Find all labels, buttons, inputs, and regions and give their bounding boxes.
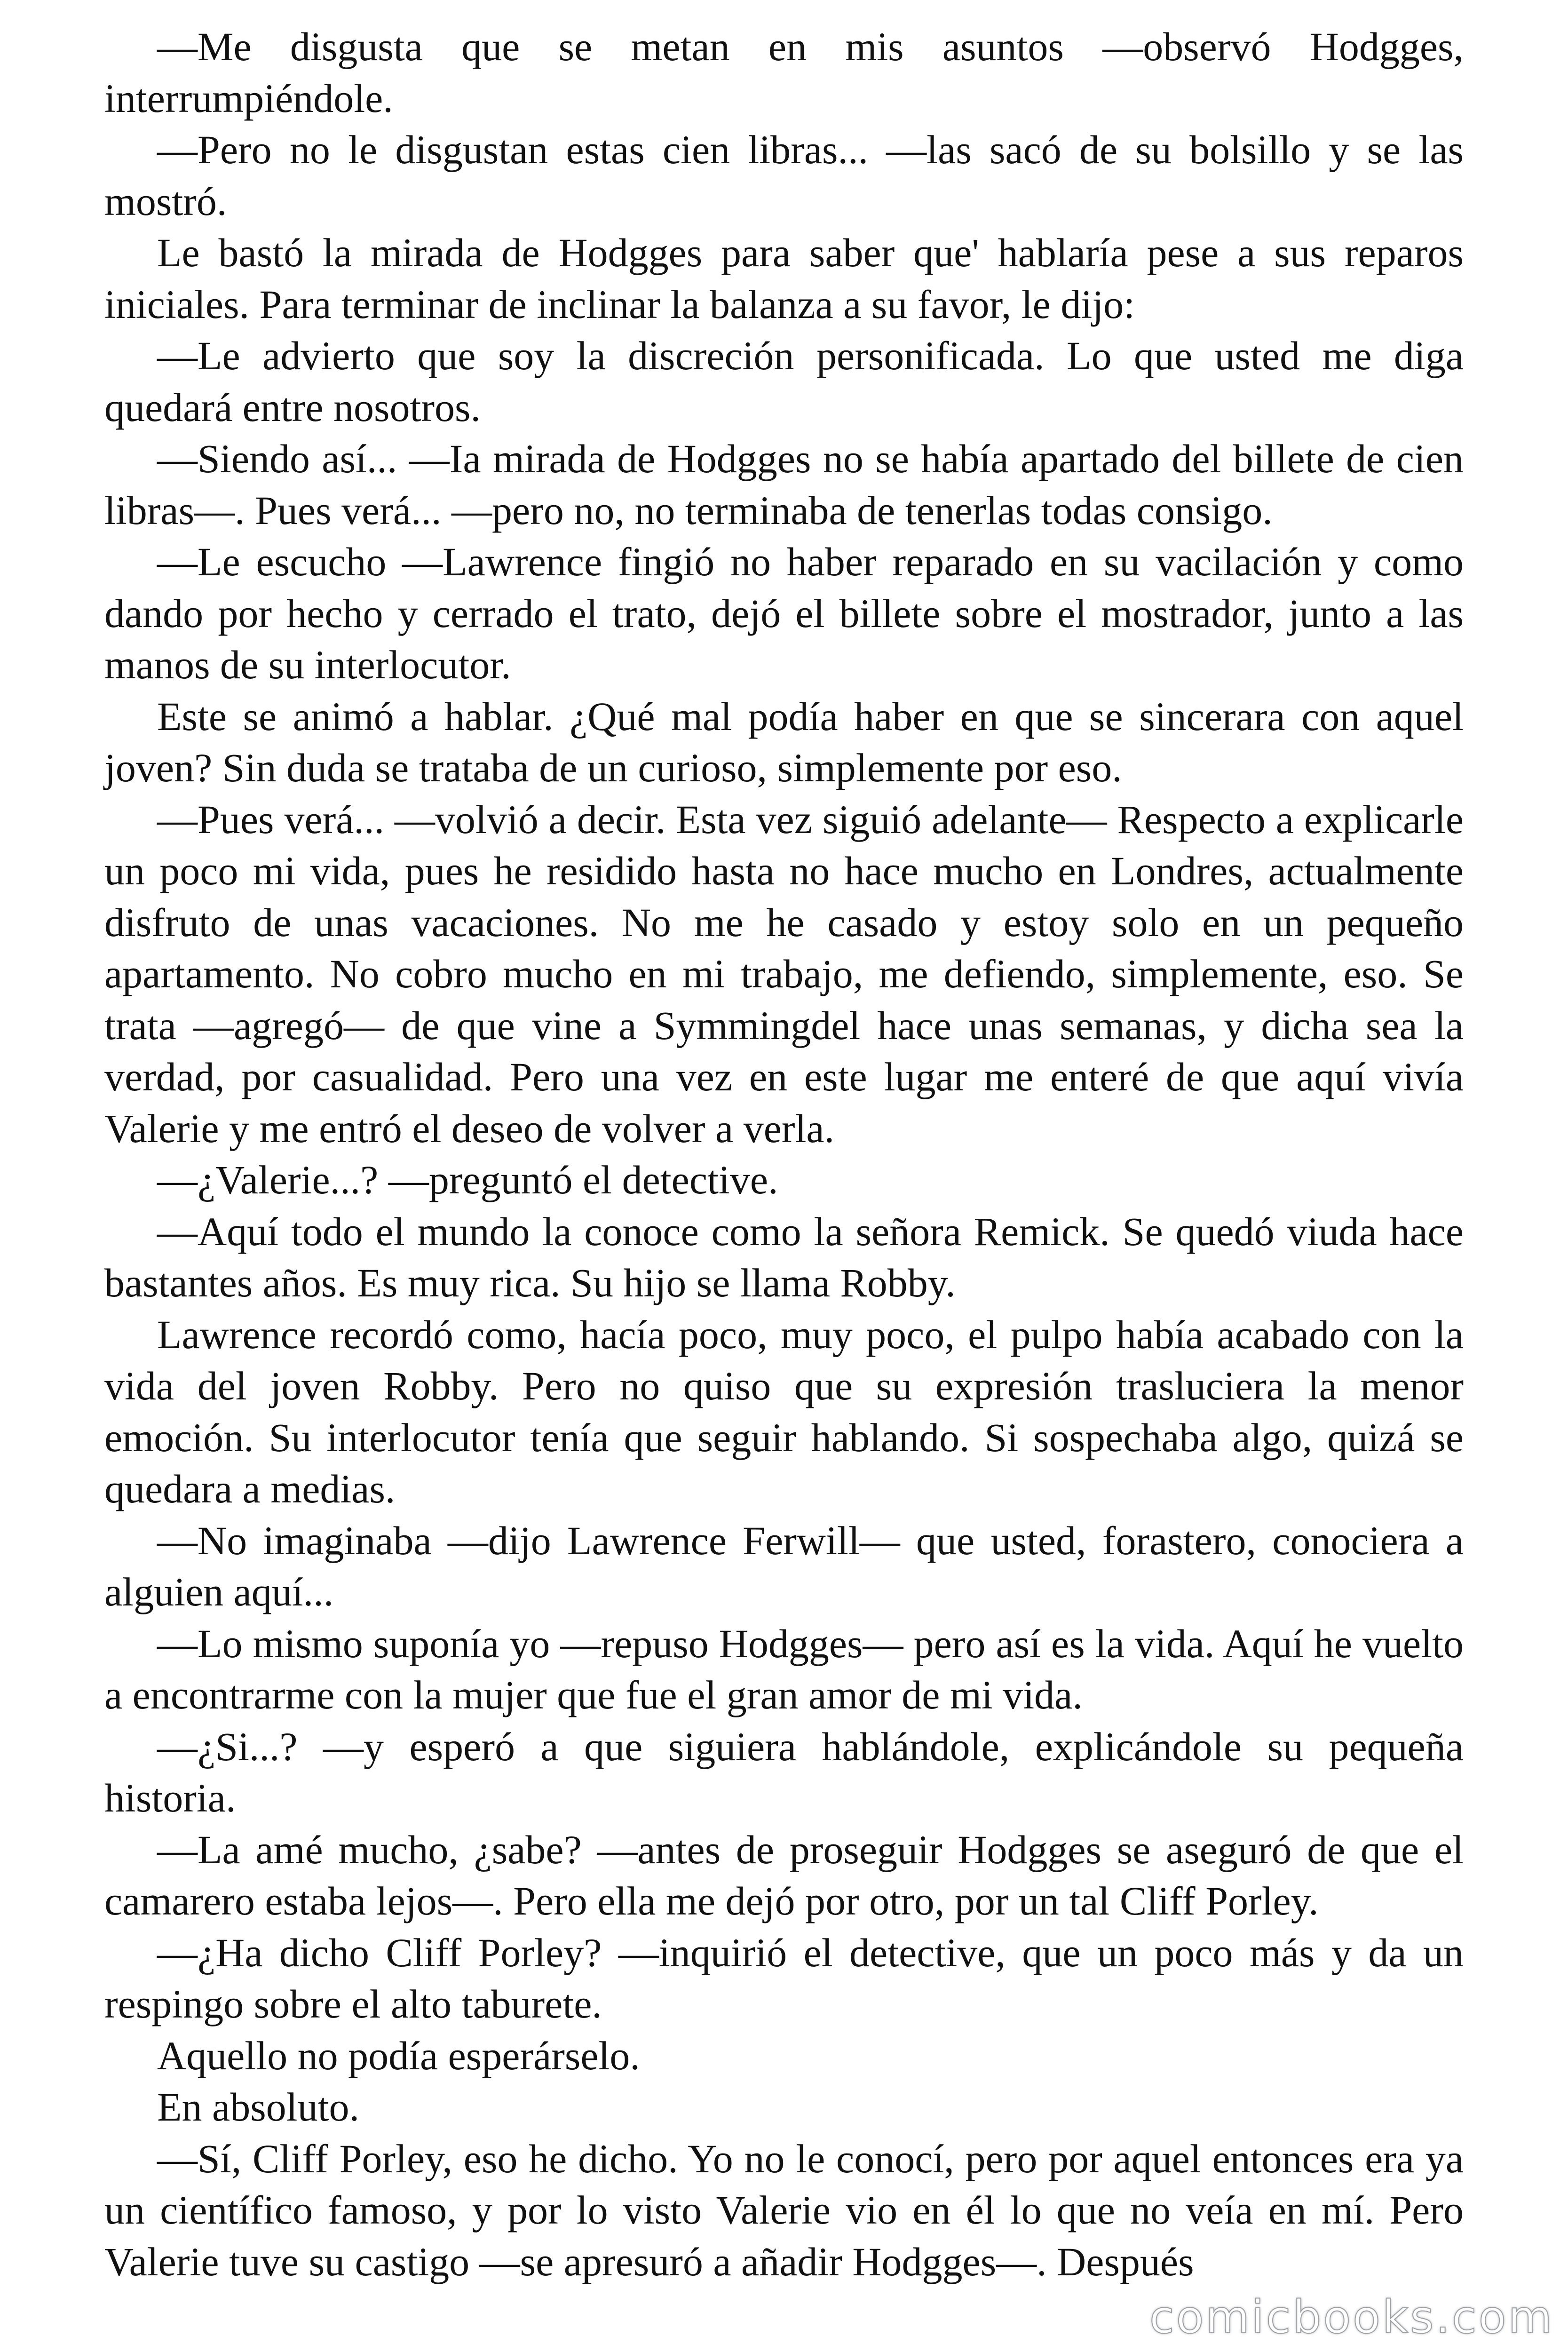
paragraph: —Aquí todo el mundo la conoce como la señora Remick. Se quedó viuda hace bastantes años. Es muy rica. Su hijo se llama Robby. bbox=[104, 1208, 1464, 1305]
paragraph: —¿Si...? —y esperó a que siguiera hablándole, explicándole su pequeña historia. bbox=[104, 1724, 1464, 1820]
paragraph: —Sí, Cliff Porley, eso he dicho. Yo no le conocí, pero por aquel entonces era ya un científico famoso, y por lo visto Valerie vio en él lo que no veía en mí. Pero Valerie tuve su castigo —se apresuró a añadir Hodgges—. Después bbox=[104, 2136, 1464, 2284]
paragraph: —Me disgusta que se metan en mis asuntos —observó Hodgges, interrumpiéndole. bbox=[104, 24, 1464, 121]
book-page-text bbox=[104, 21, 1464, 2288]
paragraph: —Pues verá... —volvió a decir. Esta vez siguió adelante— Respecto a explicarle un poco mi vida, pues he residido hasta no hace mucho en Londres, actualmente disfruto de unas vacaciones. No me he casado y estoy solo en un pequeño apartamento. No cobro mucho en mi trabajo, me defiendo, simplemente, eso. Se trata —agregó— de que vine a Symmingdel hace unas semanas, y dicha sea la verdad, por casualidad. Pero una vez en este lugar me enteré de que aquí vivía Valerie y me entró el deseo de volver a verla. bbox=[104, 796, 1464, 1151]
paragraph: Este se animó a hablar. ¿Qué mal podía haber en que se sincerara con aquel joven? Sin duda se trataba de un curioso, simplemente por eso. bbox=[104, 693, 1464, 790]
paragraph: —La amé mucho, ¿sabe? —antes de proseguir Hodgges se aseguró de que el camarero estaba lejos—. Pero ella me dejó por otro, por un tal Cliff Porley. bbox=[104, 1827, 1464, 1923]
paragraph: —¿Ha dicho Cliff Porley? —inquirió el detective, que un poco más y da un respingo sobre el alto taburete. bbox=[104, 1930, 1464, 2026]
paragraph: Lawrence recordó como, hacía poco, muy poco, el pulpo había acabado con la vida del joven Robby. Pero no quiso que su expresión trasluciera la menor emoción. Su interlocutor tenía que seguir hablando. Si sospechaba algo, quizá se quedara a medias. bbox=[104, 1311, 1464, 1511]
watermark: comicbooks.com bbox=[1149, 2291, 1554, 2344]
paragraph: Aquello no podía esperárselo. bbox=[157, 2033, 640, 2078]
paragraph: —No imaginaba —dijo Lawrence Ferwill— que usted, forastero, conociera a alguien aquí... bbox=[104, 1518, 1464, 1614]
paragraph: —Le escucho —Lawrence fingió no haber reparado en su vacilación y como dando por hecho y cerrado el trato, dejó el billete sobre el mostrador, junto a las manos de su interlocutor. bbox=[104, 539, 1464, 687]
paragraph: —Pero no le disgustan estas cien libras... —las sacó de su bolsillo y se las mostró. bbox=[104, 127, 1464, 224]
paragraph: En absoluto. bbox=[157, 2084, 359, 2130]
paragraph: —Lo mismo suponía yo —repuso Hodgges— pero así es la vida. Aquí he vuelto a encontrarme con la mujer que fue el gran amor de mi vida. bbox=[104, 1621, 1464, 1717]
paragraph: —Le advierto que soy la discreción personificada. Lo que usted me diga quedará entre nosotros. bbox=[104, 333, 1464, 430]
paragraph: Le bastó la mirada de Hodgges para saber que' hablaría pese a sus reparos iniciales. Para terminar de inclinar la balanza a su favor, le dijo: bbox=[104, 230, 1464, 327]
paragraph: —Siendo así... —Ia mirada de Hodgges no se había apartado del billete de cien libras—. Pues verá... —pero no, no terminaba de tenerlas todas consigo. bbox=[104, 436, 1464, 533]
paragraph: —¿Valerie...? —preguntó el detective. bbox=[157, 1157, 778, 1202]
